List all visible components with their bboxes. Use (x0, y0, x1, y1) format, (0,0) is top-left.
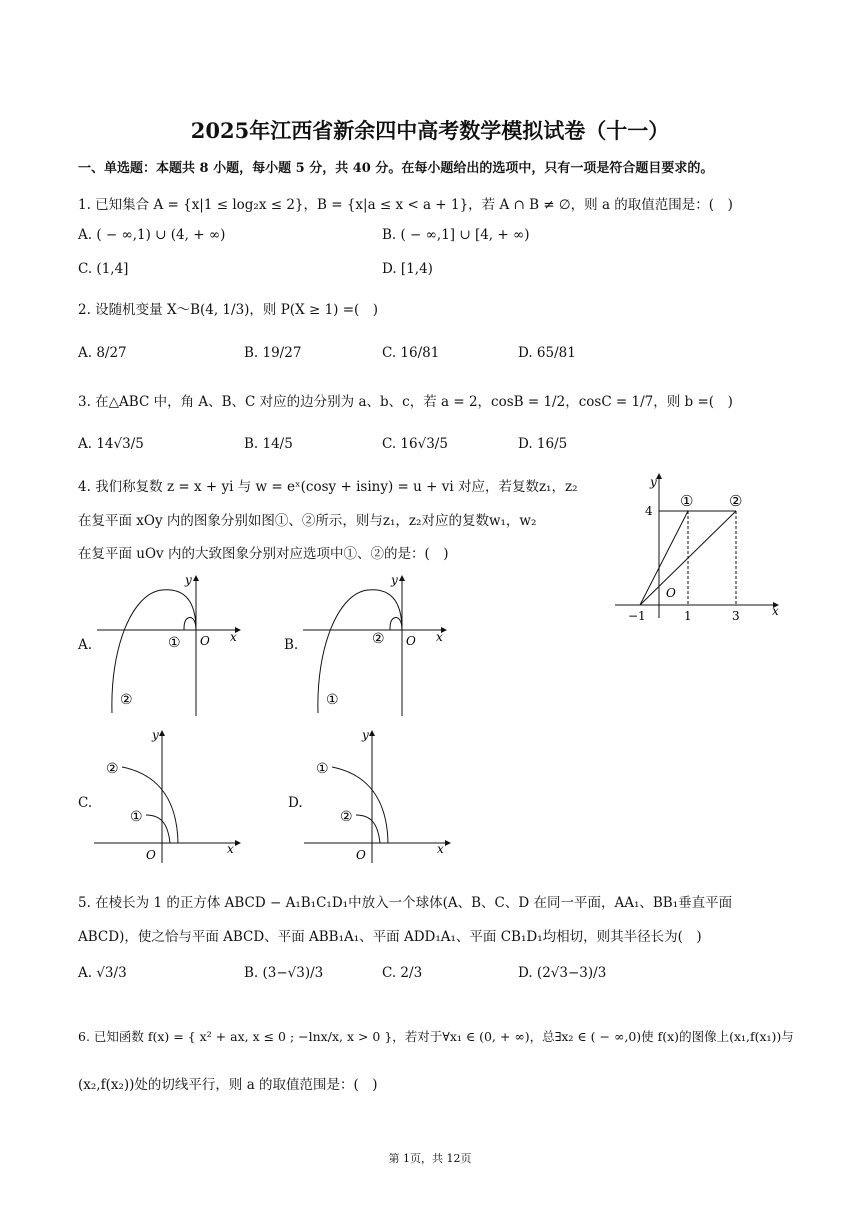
q4-option-d-figure (302, 725, 462, 865)
q6-line1: 6. 已知函数 f(x) = { x² + ax, x ≤ 0 ; −lnx/x, x > 0 }，若对于∀x₁ ∈ (0, + ∞)，总∃x₂ ∈ ( − ∞,0)使 f(x)的图像上(x₁,f(x₁))与 (78, 1029, 794, 1044)
ref-y-label: y (650, 475, 657, 489)
c-curve-2: ② (106, 761, 119, 777)
q3-option-d: D. 16/5 (518, 436, 568, 452)
d-curve-2: ② (340, 809, 353, 825)
q3-option-a: A. 14√3/5 (78, 436, 144, 452)
d-y-label: y (362, 728, 369, 742)
d-curve-1: ① (316, 761, 329, 777)
q4-line2: 在复平面 xOy 内的图象分别如图①、②所示，则与z₁，z₂对应的复数w₁，w₂ (78, 513, 537, 529)
q2-option-c: C. 16/81 (382, 345, 440, 361)
q1-option-c: C. (1,4] (78, 261, 129, 277)
q4-option-b-figure (298, 568, 458, 718)
c-x-label: x (227, 842, 234, 856)
section-heading: 一、单选题：本题共 8 小题，每小题 5 分，共 40 分。在每小题给出的选项中，只有一项是符合题目要求的。 (78, 161, 714, 176)
c-y-label: y (152, 728, 159, 742)
b-curve-1: ① (326, 692, 339, 708)
b-y-label: y (391, 573, 398, 587)
q3-option-b: B. 14/5 (244, 436, 293, 452)
d-x-label: x (437, 842, 444, 856)
ref-tick-3: 3 (732, 609, 740, 623)
b-curve-2: ② (372, 631, 385, 647)
q5-option-a: A. √3/3 (78, 965, 127, 981)
q5-option-b: B. (3−√3)/3 (244, 965, 324, 981)
ref-origin-label: O (666, 586, 676, 600)
q5-option-d: D. (2√3−3)/3 (518, 965, 607, 981)
ref-x-label: x (772, 604, 779, 618)
page-title: 2025年江西省新余四中高考数学模拟试卷（十一） (190, 118, 670, 143)
q2-option-a: A. 8/27 (78, 345, 127, 361)
q4-option-b: B. (284, 637, 299, 653)
q1-stem: 1. 已知集合 A = {x|1 ≤ log₂x ≤ 2}，B = {x|a ≤ x < a + 1}，若 A ∩ B ≠ ∅，则 a 的取值范围是：( ) (78, 197, 733, 213)
ref-tick-4: 4 (645, 504, 653, 518)
q1-option-b: B. ( − ∞,1] ∪ [4, + ∞) (382, 227, 530, 243)
q5-line1: 5. 在棱长为 1 的正方体 ABCD − A₁B₁C₁D₁中放入一个球体(A、B、C、D 在同一平面，AA₁、BB₁垂直平面 (78, 895, 733, 911)
q4-line1: 4. 我们称复数 z = x + yi 与 w = eˣ(cosy + isiny) = u + vi 对应，若复数z₁，z₂ (78, 479, 578, 495)
q2-option-b: B. 19/27 (244, 345, 302, 361)
q4-reference-figure (610, 466, 785, 626)
ref-label-1: ① (680, 492, 694, 510)
b-x-label: x (436, 630, 443, 644)
page-footer: 第 1页，共 12页 (388, 1152, 472, 1165)
d-origin-label: O (356, 848, 366, 862)
q5-option-c: C. 2/3 (382, 965, 423, 981)
ref-tick-1: 1 (684, 609, 692, 623)
q3-stem: 3. 在△ABC 中，角 A、B、C 对应的边分别为 a、b、c，若 a = 2，cosB = 1/2，cosC = 1/7，则 b =( ) (78, 394, 733, 410)
b-origin-label: O (406, 634, 416, 648)
a-curve-2: ② (120, 692, 133, 708)
a-x-label: x (230, 630, 237, 644)
c-curve-1: ① (130, 809, 143, 825)
q4-option-c-figure (92, 725, 252, 865)
q4-line3: 在复平面 uOv 内的大致图象分别对应选项中①、②的是：( ) (78, 546, 449, 562)
q4-option-c: C. (78, 795, 93, 811)
q4-option-a-figure (92, 568, 252, 718)
ref-label-2: ② (729, 492, 743, 510)
ref-tick-neg1: −1 (628, 609, 646, 623)
q4-option-a: A. (78, 637, 93, 653)
q1-option-a: A. ( − ∞,1) ∪ (4, + ∞) (78, 227, 226, 243)
a-origin-label: O (200, 634, 210, 648)
q3-option-c: C. 16√3/5 (382, 436, 448, 452)
q4-option-d: D. (288, 795, 303, 811)
a-y-label: y (185, 573, 192, 587)
a-curve-1: ① (168, 635, 181, 651)
c-origin-label: O (146, 848, 156, 862)
q2-option-d: D. 65/81 (518, 345, 576, 361)
q1-option-d: D. [1,4) (382, 261, 433, 277)
q5-line2: ABCD)，使之恰与平面 ABCD、平面 ABB₁A₁、平面 ADD₁A₁、平面 CB₁D₁均相切，则其半径长为( ) (78, 929, 702, 945)
q2-stem: 2. 设随机变量 X～B(4, 1/3)，则 P(X ≥ 1) =( ) (78, 302, 379, 318)
q6-line2: (x₂,f(x₂))处的切线平行，则 a 的取值范围是：( ) (78, 1077, 378, 1093)
